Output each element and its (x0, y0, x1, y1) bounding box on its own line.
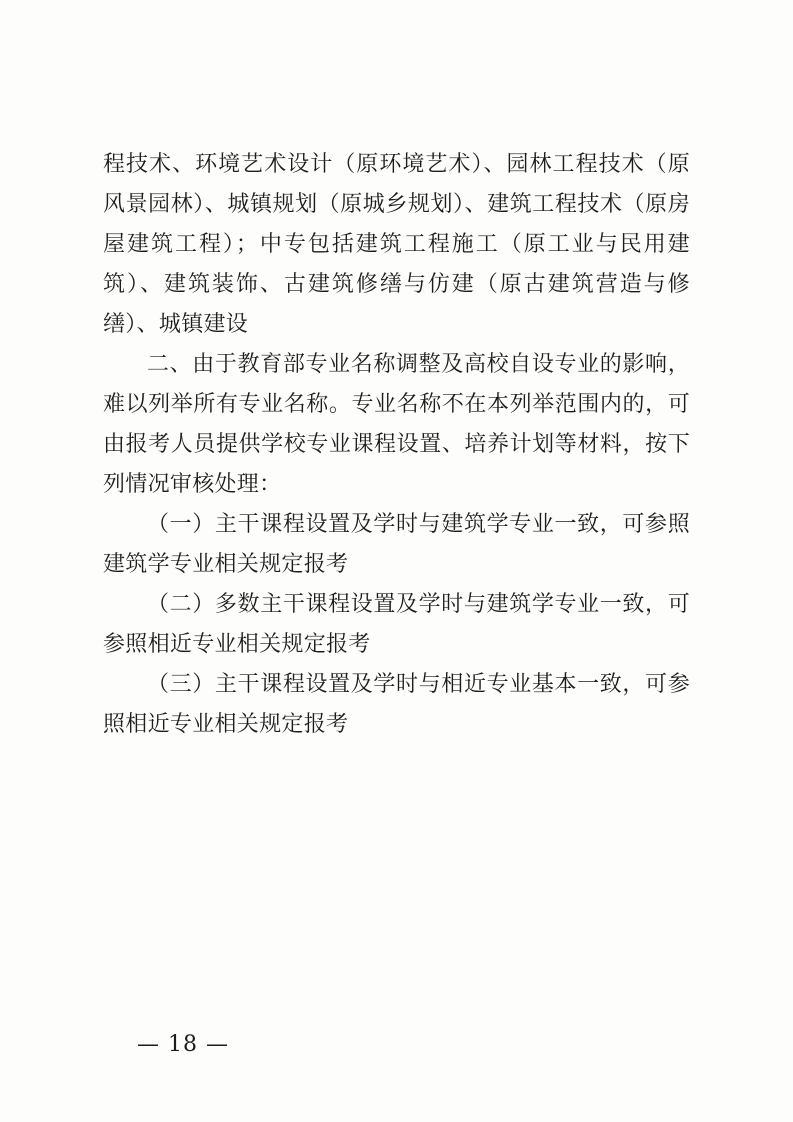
paragraph-continuation: 程技术、环境艺术设计（原环境艺术）、园林工程技术（原风景园林）、城镇规划（原城乡规划）、建筑工程技术（原房屋建筑工程）；中专包括建筑工程施工（原工业与民用建筑）、建筑装饰、古建筑修缮与仿建（原古建筑营造与修缮）、城镇建设 (103, 152, 690, 337)
paragraph-item-two: （二）多数主干课程设置及学时与建筑学专业一致，可参照相近专业相关规定报考 (103, 592, 690, 657)
body-text (103, 145, 690, 745)
paragraph-section-two: 二、由于教育部专业名称调整及高校自设专业的影响，难以列举所有专业名称。专业名称不在本列举范围内的，可由报考人员提供学校专业课程设置、培养计划等材料，按下列情况审核处理： (103, 352, 690, 497)
paragraph-item-one: （一）主干课程设置及学时与建筑学专业一致，可参照建筑学专业相关规定报考 (103, 512, 690, 577)
paragraph-item-three: （三）主干课程设置及学时与相近专业基本一致，可参照相近专业相关规定报考 (103, 672, 690, 737)
page-number: — 18 — (137, 1032, 229, 1057)
